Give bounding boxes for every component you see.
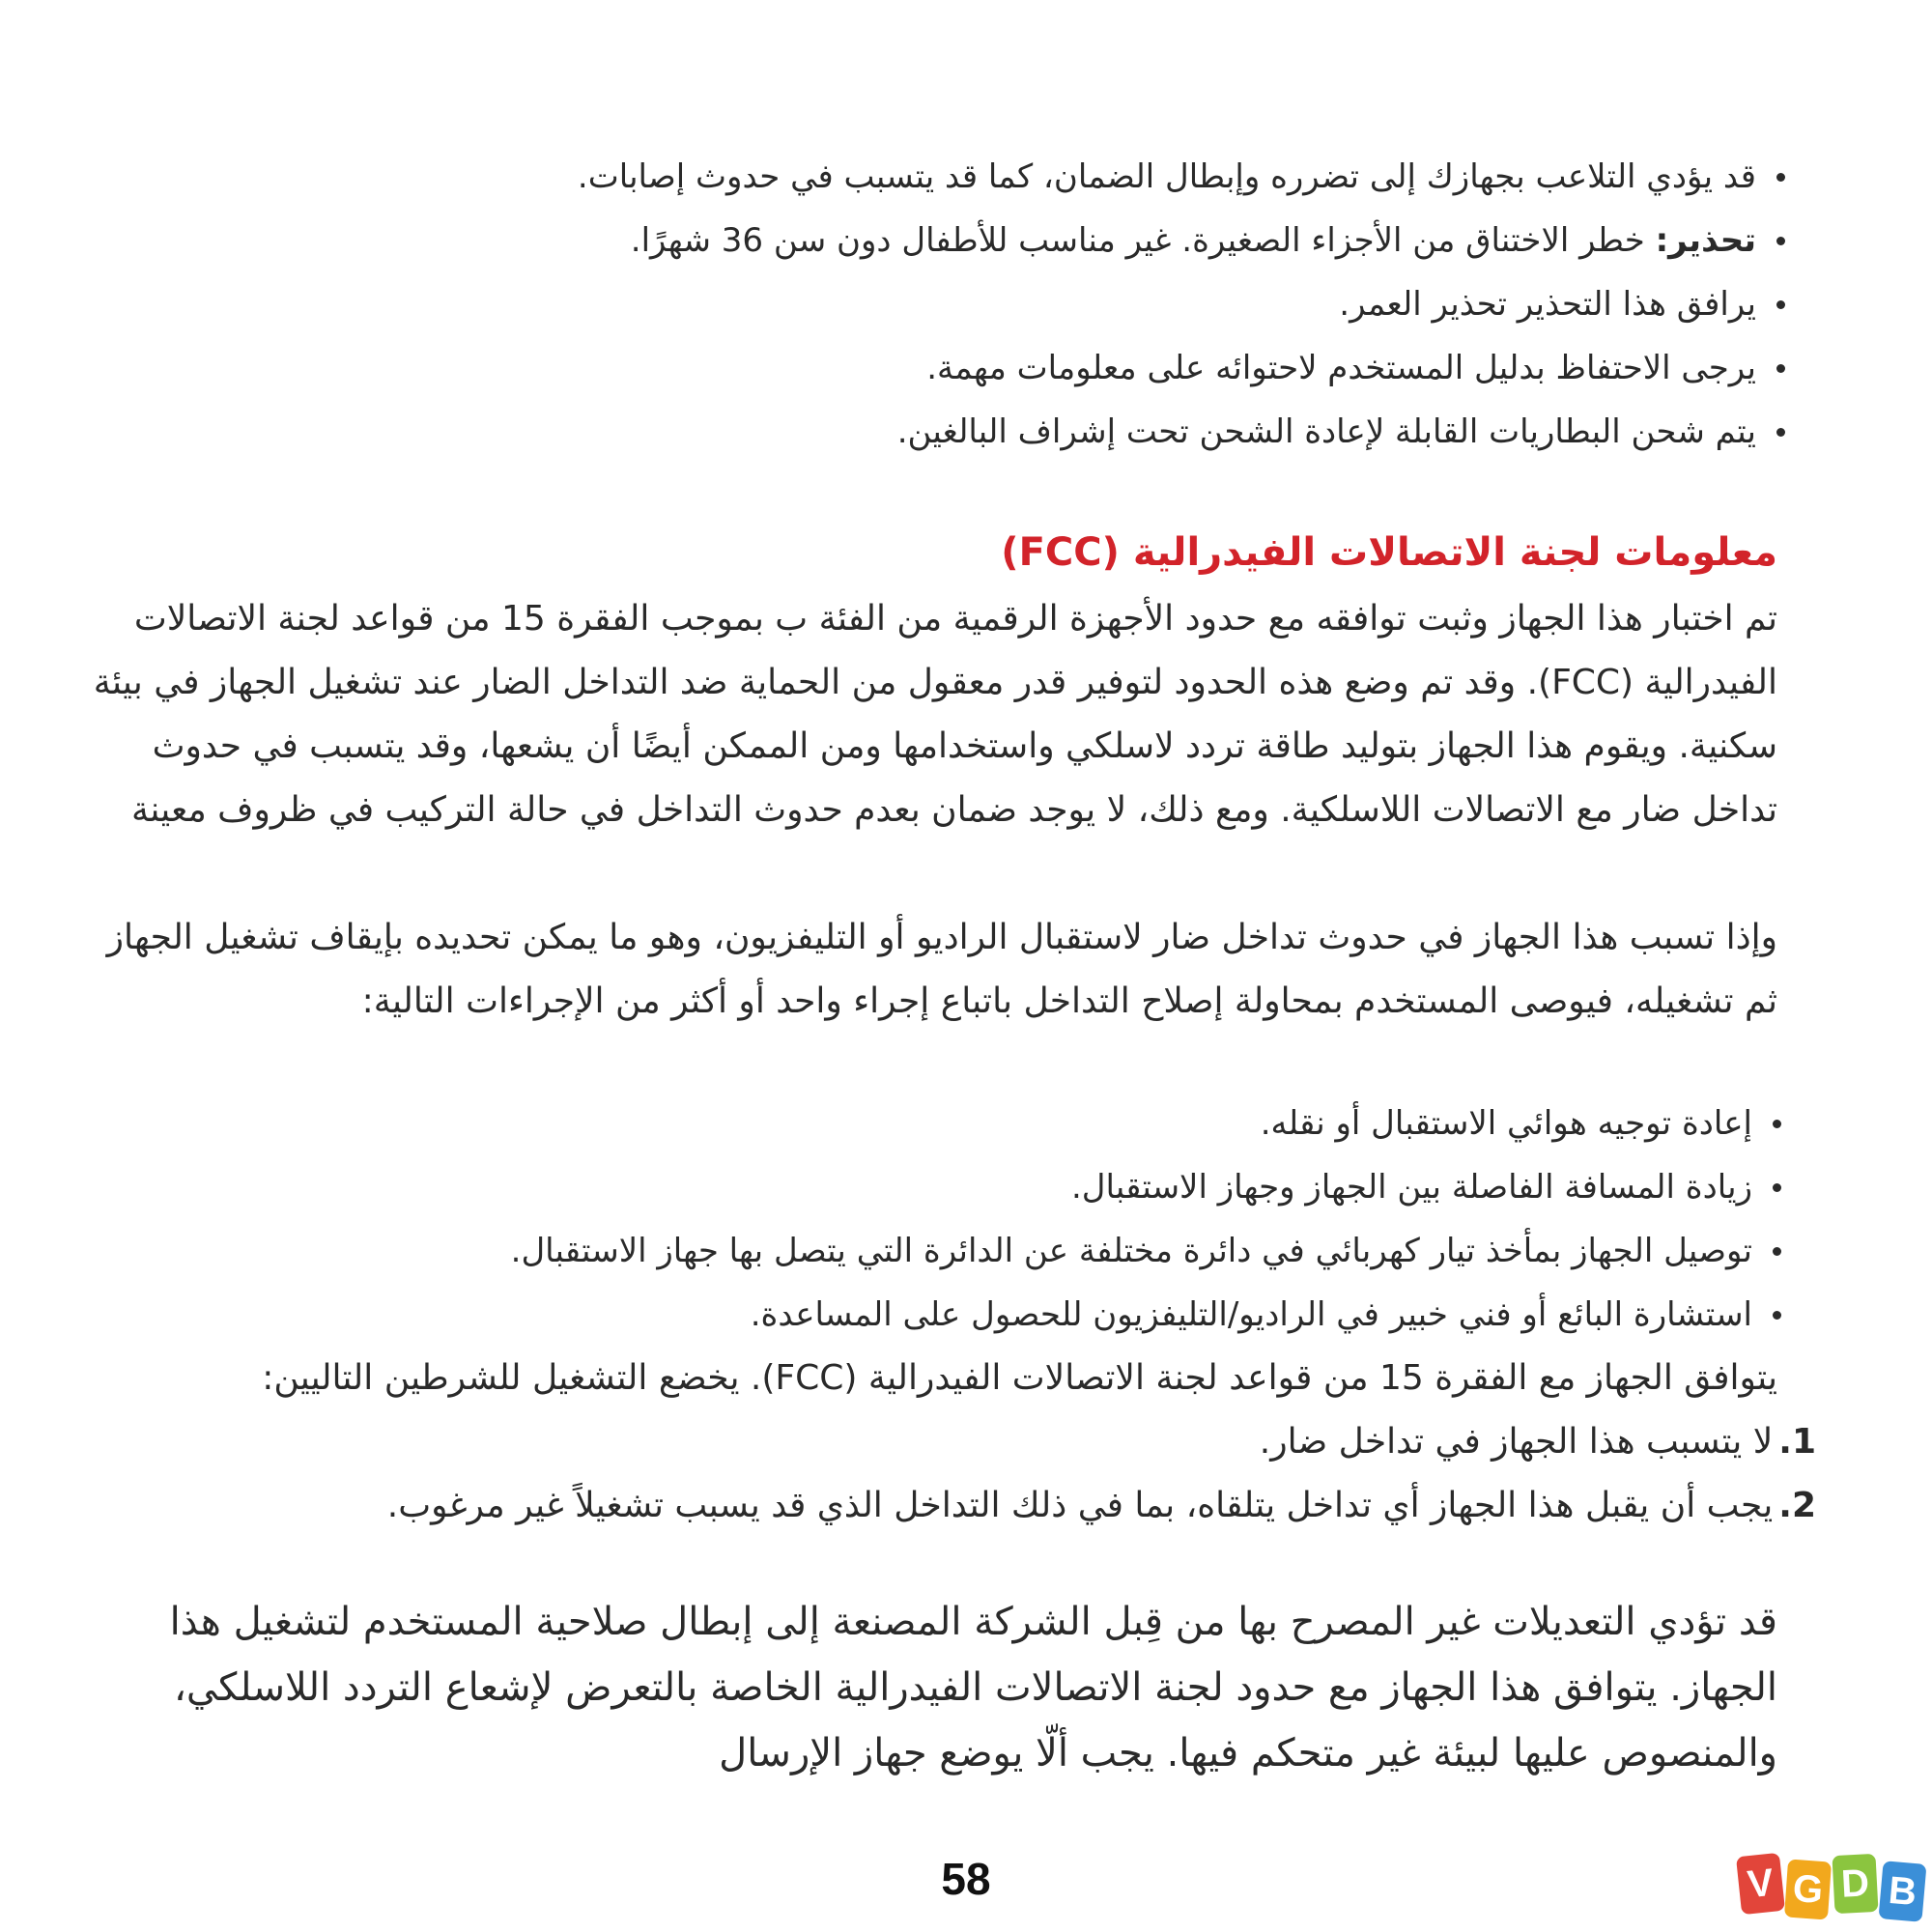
fcc-paragraph-interference: وإذا تسبب هذا الجهاز في حدوث تداخل ضار لاستقبال الراديو أو التليفزيون، وهو ما يمكن تحديده بإيقاف تشغيل الجهاز ثم تشغيله، فيوصى المستخدم بمحاولة إصلاح التداخل باتباع إجراء واحد أو أكثر من الإجراءات التالية: (106, 918, 1777, 1021)
vgdb-watermark-logo (1739, 1855, 1928, 1918)
fcc-paragraph-conditions: يتوافق الجهاز مع الفقرة 15 من قواعد لجنة الاتصالات الفيدرالية (FCC). يخضع التشغيل للشرطين التاليين: (262, 1358, 1777, 1398)
condition-text: لا يتسبب هذا الجهاز في تداخل ضار. (1259, 1422, 1774, 1462)
fcc-measure-item: إعادة توجيه هوائي الاستقبال أو نقله. (143, 1092, 1785, 1155)
condition-number: 1. (1778, 1422, 1816, 1462)
bullet-text: يرافق هذا التحذير تحذير العمر. (1339, 285, 1756, 324)
logo-tile: V (1736, 1853, 1785, 1915)
fcc-conditions-list (116, 1410, 1816, 1538)
safety-bullet (147, 209, 1789, 272)
condition-number: 2. (1778, 1486, 1816, 1525)
bullet-text: يتم شحن البطاريات القابلة لإعادة الشحن تحت إشراف البالغين. (896, 412, 1756, 451)
fcc-measure-item: توصيل الجهاز بمأخذ تيار كهربائي في دائرة مختلفة عن الدائرة التي يتصل بها جهاز الاستقبال. (143, 1219, 1785, 1283)
fcc-measure-item: زيادة المسافة الفاصلة بين الجهاز وجهاز الاستقبال. (143, 1155, 1785, 1219)
fcc-measure-item: استشارة البائع أو فني خبير في الراديو/التليفزيون للحصول على المساعدة. (143, 1283, 1785, 1347)
safety-bullet (147, 145, 1789, 209)
logo-tile: G (1784, 1860, 1832, 1920)
safety-bullet (147, 336, 1789, 400)
fcc-paragraph-compliance: تم اختبار هذا الجهاز وثبت توافقه مع حدود الأجهزة الرقمية من الفئة ب بموجب الفقرة 15 من قواعد لجنة الاتصالات الفيدرالية (FCC). وقد تم وضع هذه الحدود لتوفير قدر معقول من الحماية ضد التداخل الضار عند تشغيل الجهاز في بيئة سكنية. ويقوم هذا الجهاز بتوليد طاقة تردد لاسلكي واستخدامها ومن الممكن أيضًا أن يشعها، وقد يتسبب في حدوث تداخل ضار مع الاتصالات اللاسلكية. ومع ذلك، لا يوجد ضمان بعدم حدوث التداخل في حالة التركيب في ظروف معينة (93, 599, 1777, 830)
fcc-condition-item (116, 1474, 1816, 1538)
bullet-text: يرجى الاحتفاظ بدليل المستخدم لاحتوائه على معلومات مهمة. (926, 349, 1756, 387)
safety-bullet-list (147, 145, 1789, 464)
fcc-measures-list (143, 1092, 1785, 1347)
fcc-condition-item (116, 1410, 1816, 1474)
fcc-paragraph-modifications: قد تؤدي التعديلات غير المصرح بها من قِبل الشركة المصنعة إلى إبطال صلاحية المستخدم لتشغيل هذا الجهاز. يتوافق هذا الجهاز مع حدود لجنة الاتصالات الفيدرالية الخاصة بالتعرض لإشعاع التردد اللاسلكي، والمنصوص عليها لبيئة غير متحكم فيها. يجب ألّا يوضع جهاز الإرسال (169, 1600, 1777, 1776)
logo-tile: D (1832, 1854, 1878, 1914)
bullet-text: قد يؤدي التلاعب بجهازك إلى تضرره وإبطال الضمان، كما قد يتسبب في حدوث إصابات. (577, 157, 1756, 196)
logo-tile: B (1878, 1861, 1926, 1922)
safety-bullet (147, 400, 1789, 464)
safety-bullet (147, 272, 1789, 336)
page-number: 58 (941, 1854, 991, 1904)
condition-text: يجب أن يقبل هذا الجهاز أي تداخل يتلقاه، بما في ذلك التداخل الذي قد يسبب تشغيلاً غير مرغوب. (386, 1486, 1774, 1525)
bullet-text: خطر الاختناق من الأجزاء الصغيرة. غير مناسب للأطفال دون سن 36 شهرًا. (630, 221, 1656, 260)
fcc-section-title: معلومات لجنة الاتصالات الفيدرالية (FCC) (1001, 530, 1777, 575)
warning-label: تحذير: (1655, 221, 1756, 260)
